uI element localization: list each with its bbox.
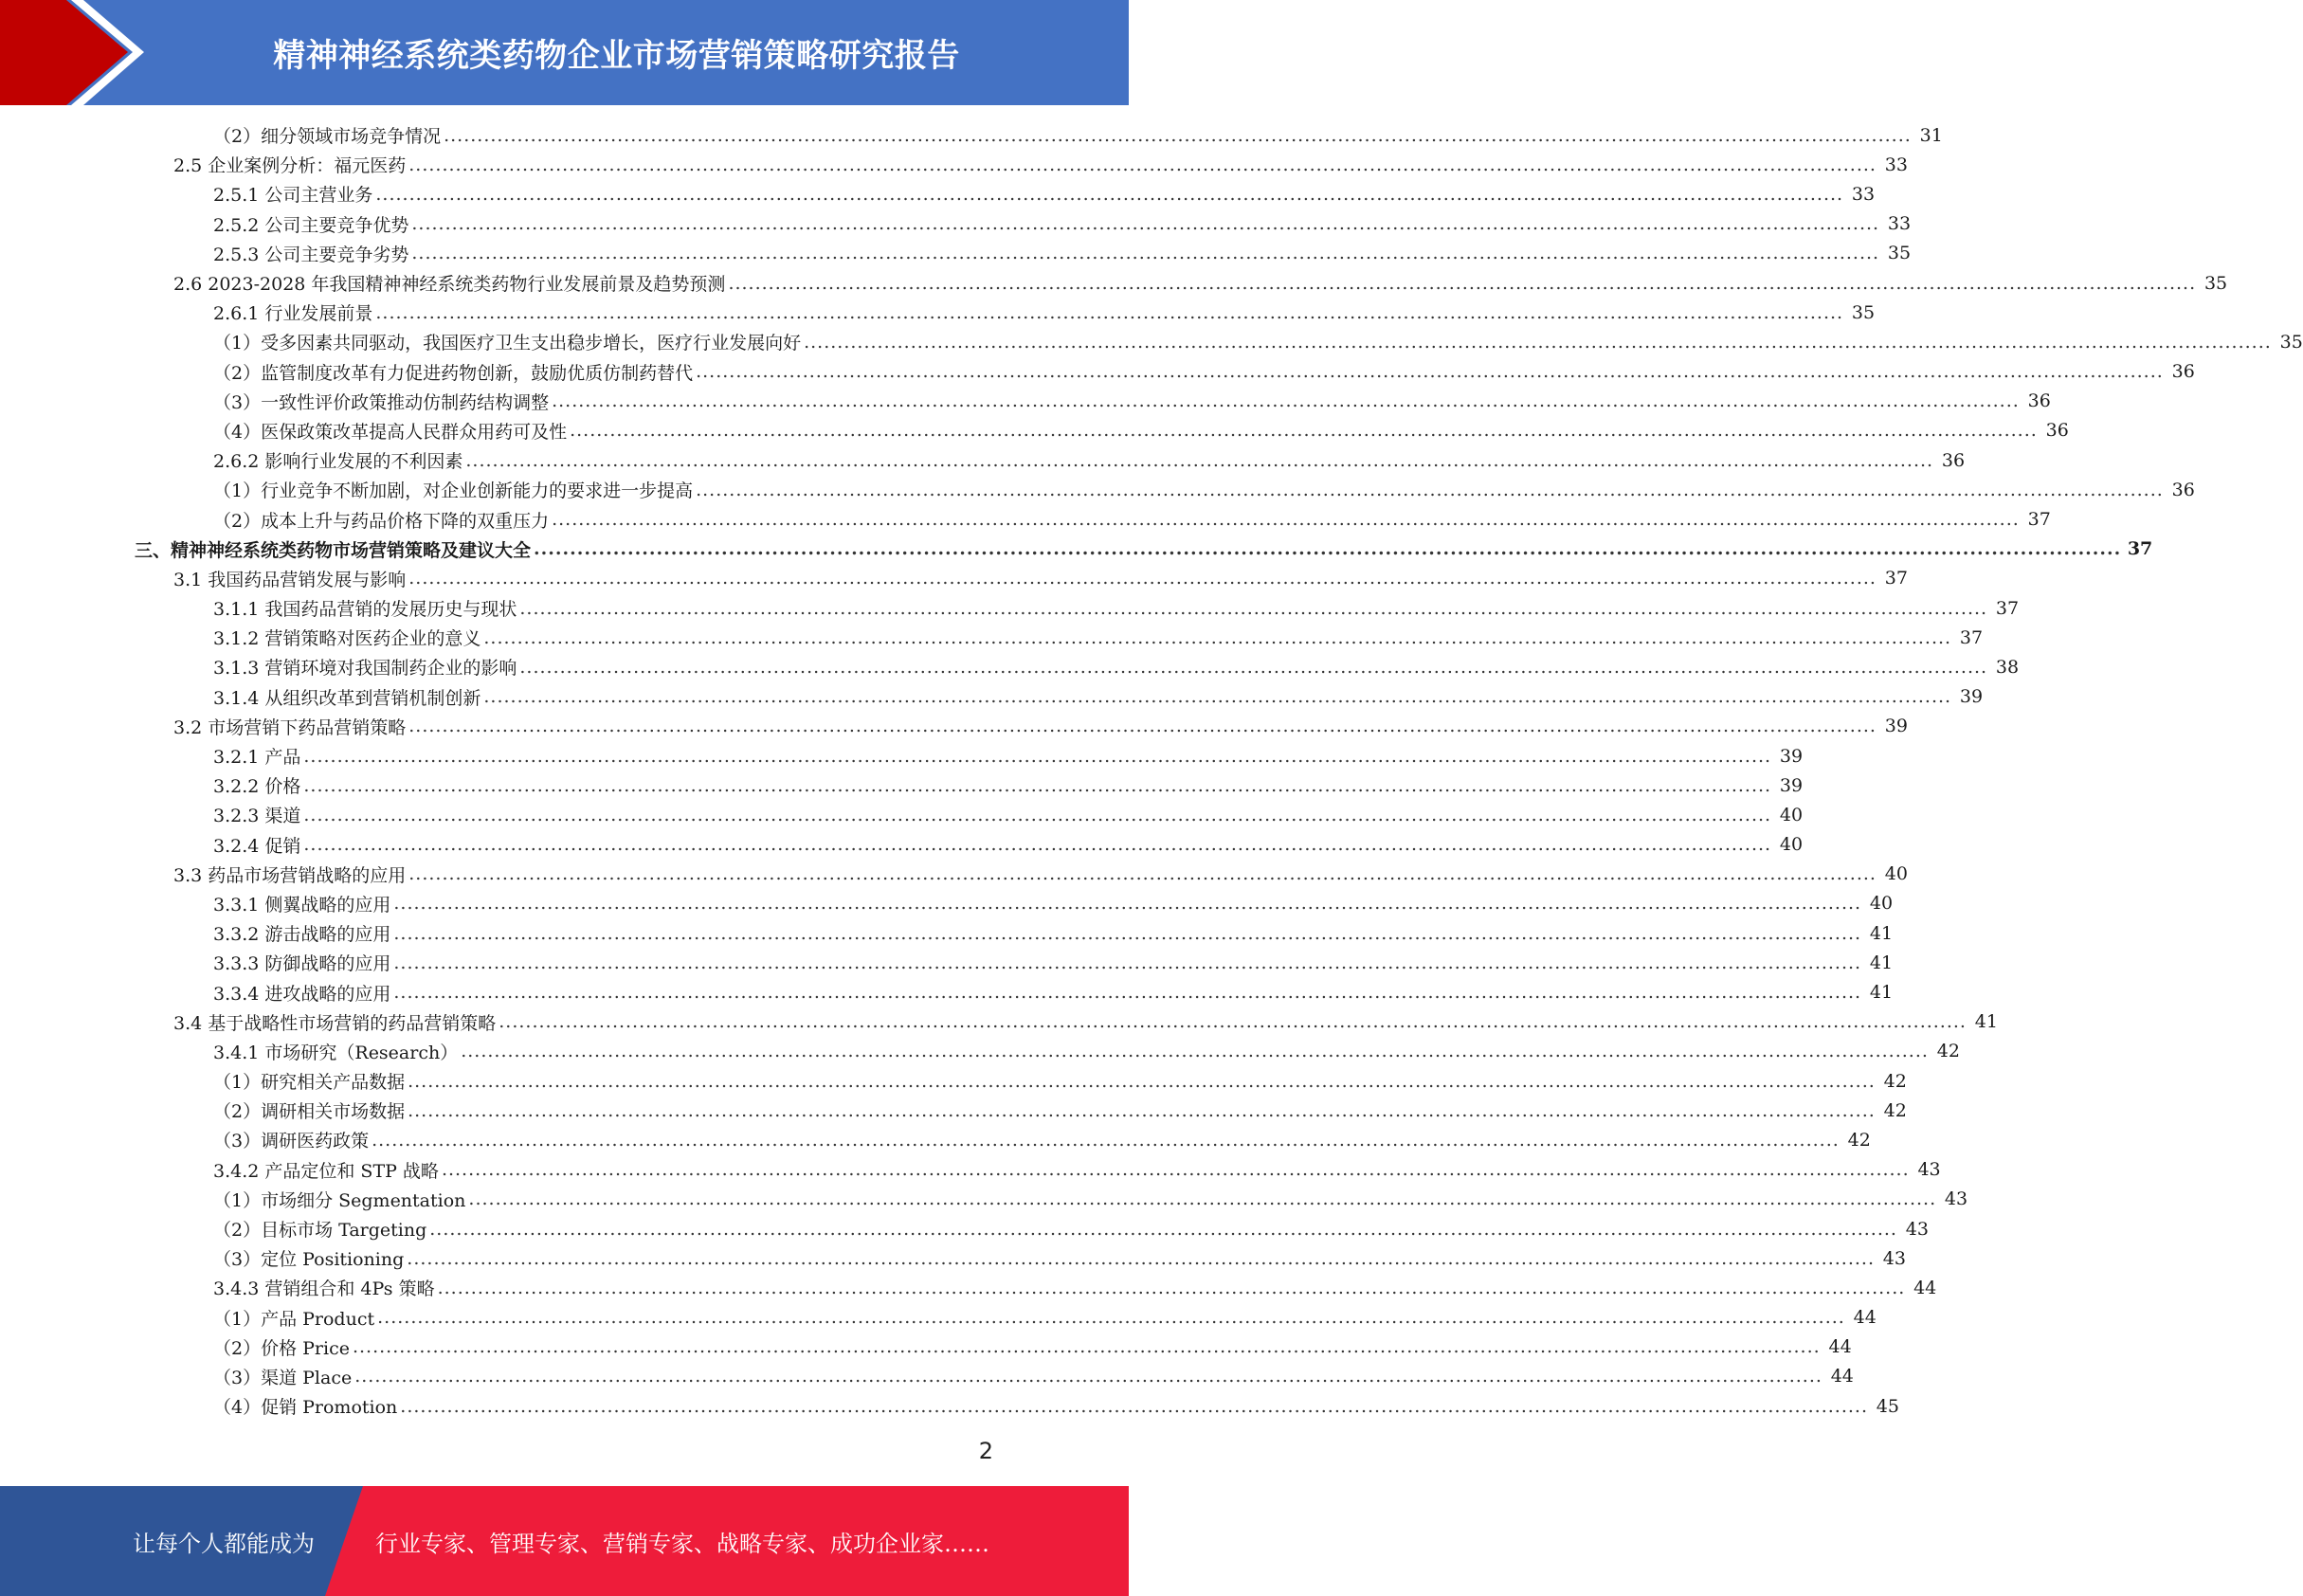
- toc-entry[interactable]: [0, 741, 1804, 771]
- toc-entry-page: 40: [1779, 834, 1804, 856]
- toc-leader-dots: ............................................................................................................................................................................................................................: [400, 1395, 1868, 1417]
- toc-leader-dots: ............................................................................................................................................................................................................................: [408, 568, 1877, 589]
- toc-entry-page: 41: [1869, 982, 1894, 1004]
- toc-leader-dots: ............................................................................................................................................................................................................................: [408, 716, 1877, 737]
- toc-leader-dots: ............................................................................................................................................................................................................................: [534, 538, 2122, 560]
- toc-entry-page: 43: [1917, 1159, 1941, 1181]
- toc-entry-title: （2）成本上升与药品价格下降的双重压力: [213, 510, 550, 532]
- toc-entry-title: 三、精神神经系统类药物市场营销策略及建议大全: [135, 539, 532, 561]
- toc-leader-dots: ............................................................................................................................................................................................................................: [408, 863, 1877, 885]
- toc-entry[interactable]: [0, 652, 2020, 681]
- toc-leader-dots: ............................................................................................................................................................................................................................: [519, 597, 1988, 619]
- toc-leader-dots: ............................................................................................................................................................................................................................: [408, 1070, 1876, 1092]
- toc-entry-title: 3.2.4 促销: [213, 835, 301, 857]
- toc-entry[interactable]: [0, 1243, 1906, 1273]
- toc-entry[interactable]: [0, 977, 1894, 1007]
- toc-entry-title: 2.6.2 影响行业发展的不利因素: [213, 451, 463, 473]
- toc-leader-dots: ............................................................................................................................................................................................................................: [375, 183, 1844, 205]
- toc-entry-title: （2）细分领域市场竞争情况: [213, 126, 442, 148]
- toc-entry-title: 3.3.4 进攻战略的应用: [213, 983, 391, 1005]
- toc-entry-title: （4）促销 Promotion: [213, 1397, 398, 1419]
- toc-leader-dots: ............................................................................................................................................................................................................................: [468, 1188, 1937, 1210]
- toc-entry-page: 42: [1936, 1041, 1960, 1062]
- toc-entry-title: （1）产品 Product: [213, 1308, 375, 1330]
- toc-entry-page: 37: [2127, 538, 2153, 560]
- toc-leader-dots: ............................................................................................................................................................................................................................: [393, 922, 1862, 944]
- toc-entry[interactable]: [0, 239, 1912, 268]
- toc-entry[interactable]: [0, 1155, 1941, 1185]
- toc-leader-dots: ............................................................................................................................................................................................................................: [429, 1218, 1897, 1240]
- toc-entry[interactable]: [0, 298, 1876, 327]
- toc-entry-title: 3.4.2 产品定位和 STP 战略: [213, 1160, 439, 1182]
- header-band: [0, 0, 1129, 105]
- toc-entry-page: 43: [1944, 1188, 1968, 1210]
- footer-band: [0, 1486, 1129, 1596]
- toc-leader-dots: ............................................................................................................................................................................................................................: [696, 361, 2164, 383]
- toc-entry-page: 41: [1869, 922, 1894, 944]
- toc-entry-title: 3.4 基于战略性市场营销的药品营销策略: [173, 1012, 497, 1034]
- toc-leader-dots: ............................................................................................................................................................................................................................: [483, 686, 1952, 708]
- toc-entry-title: 3.1.4 从组织改革到营销机制创新: [213, 687, 481, 709]
- toc-entry[interactable]: [0, 564, 1908, 593]
- toc-entry[interactable]: [0, 593, 2020, 623]
- toc-entry-page: 38: [1995, 656, 2020, 678]
- toc-entry[interactable]: [0, 860, 1908, 889]
- toc-entry-page: 35: [1887, 243, 1912, 264]
- toc-entry[interactable]: [0, 682, 1984, 712]
- toc-entry[interactable]: [0, 416, 2069, 445]
- toc-entry-page: 44: [1913, 1277, 1937, 1298]
- toc-entry-page: 41: [1974, 1011, 1998, 1033]
- toc-entry[interactable]: [0, 771, 1804, 800]
- toc-leader-dots: ............................................................................................................................................................................................................................: [303, 804, 1772, 825]
- toc-leader-dots: ............................................................................................................................................................................................................................: [303, 834, 1772, 856]
- toc-entry-page: 40: [1884, 863, 1908, 885]
- toc-entry-page: 39: [1884, 716, 1908, 737]
- toc-entry[interactable]: [0, 1125, 1871, 1154]
- toc-entry-title: （4）医保政策改革提高人民群众用药可及性: [213, 421, 568, 443]
- toc-entry[interactable]: [0, 1037, 1960, 1066]
- toc-entry[interactable]: [0, 1273, 1937, 1302]
- toc-entry-title: 3.1.2 营销策略对医药企业的意义: [213, 628, 481, 650]
- toc-entry[interactable]: [0, 504, 2051, 534]
- toc-entry-page: 42: [1883, 1070, 1907, 1092]
- toc-leader-dots: ............................................................................................................................................................................................................................: [408, 154, 1877, 175]
- page-number: 2: [978, 1438, 993, 1464]
- toc-leader-dots: ............................................................................................................................................................................................................................: [437, 1277, 1906, 1298]
- toc-leader-dots: ............................................................................................................................................................................................................................: [696, 479, 2164, 500]
- toc-leader-dots: ............................................................................................................................................................................................................................: [393, 952, 1862, 973]
- toc-entry[interactable]: [0, 948, 1894, 977]
- toc-entry-page: 33: [1851, 183, 1876, 205]
- toc-entry-title: 2.5.3 公司主要竞争劣势: [213, 244, 409, 265]
- toc-entry-page: 37: [2027, 509, 2051, 531]
- toc-entry-title: 3.2.1 产品: [213, 747, 301, 769]
- toc-entry-title: 3.3.1 侧翼战略的应用: [213, 894, 391, 916]
- toc-entry-title: （1）研究相关产品数据: [213, 1072, 406, 1094]
- toc-entry-title: （1）市场细分 Segmentation: [213, 1189, 466, 1211]
- toc-entry[interactable]: [0, 357, 2195, 387]
- toc-leader-dots: ............................................................................................................................................................................................................................: [461, 1041, 1929, 1062]
- toc-entry-page: 37: [1959, 626, 1984, 648]
- toc-entry-page: 43: [1905, 1218, 1929, 1240]
- toc-entry-title: 3.4.1 市场研究（Research）: [213, 1042, 459, 1063]
- toc-entry-page: 37: [1995, 597, 2020, 619]
- toc-leader-dots: ............................................................................................................................................................................................................................: [552, 390, 2020, 412]
- toc-entry-page: 37: [1884, 568, 1908, 589]
- toc-entry-page: 41: [1869, 952, 1894, 973]
- toc-entry[interactable]: [0, 1362, 1854, 1391]
- toc-entry[interactable]: [0, 623, 1984, 652]
- toc-entry-title: （3）一致性评价政策推动仿制药结构调整: [213, 391, 550, 413]
- toc-entry[interactable]: [0, 445, 1966, 475]
- toc-entry[interactable]: [0, 1391, 1899, 1421]
- toc-entry-title: （2）价格 Price: [213, 1337, 350, 1359]
- footer-slogan-right: 行业专家、管理专家、营销专家、战略专家、成功企业家……: [375, 1530, 989, 1557]
- toc-leader-dots: ............................................................................................................................................................................................................................: [728, 272, 2197, 294]
- toc-entry[interactable]: [0, 1096, 1907, 1125]
- toc-entry-title: 3.4.3 营销组合和 4Ps 策略: [213, 1279, 435, 1300]
- toc-entry-page: 44: [1830, 1366, 1854, 1387]
- toc-entry-page: 35: [2279, 331, 2303, 353]
- toc-entry[interactable]: [0, 268, 2228, 298]
- toc-entry-page: 39: [1779, 745, 1804, 767]
- toc-entry-page: 31: [1919, 124, 1943, 146]
- toc-entry-title: （2）目标市场 Targeting: [213, 1220, 427, 1242]
- toc-entry-title: 2.6.1 行业发展前景: [213, 303, 373, 325]
- toc-entry[interactable]: [0, 475, 2195, 504]
- toc-leader-dots: ............................................................................................................................................................................................................................: [411, 213, 1880, 235]
- toc-entry-page: 36: [2045, 420, 2069, 442]
- toc-entry-title: （3）定位 Positioning: [213, 1249, 405, 1271]
- toc-entry-title: 2.5.2 公司主要竞争优势: [213, 214, 409, 236]
- toc-entry-title: 2.5.1 公司主营业务: [213, 185, 373, 207]
- toc-entry-page: 40: [1869, 893, 1894, 915]
- toc-entry-title: （3）调研医药政策: [213, 1131, 370, 1152]
- toc-entry-title: （3）渠道 Place: [213, 1367, 353, 1388]
- toc-leader-dots: ............................................................................................................................................................................................................................: [377, 1307, 1845, 1329]
- toc-leader-dots: ............................................................................................................................................................................................................................: [303, 774, 1772, 796]
- toc-entry-title: 3.3.2 游击战略的应用: [213, 924, 391, 946]
- toc-entry-title: （2）监管制度改革有力促进药物创新，鼓励优质仿制药替代: [213, 362, 694, 384]
- toc-entry[interactable]: [0, 209, 1912, 239]
- toc-entry-title: 3.2.2 价格: [213, 776, 301, 798]
- toc-entry[interactable]: [0, 1007, 1998, 1037]
- toc-entry[interactable]: [0, 1303, 1877, 1333]
- toc-entry[interactable]: [0, 1333, 1852, 1362]
- toc-entry-title: （2）调研相关市场数据: [213, 1101, 406, 1123]
- toc-entry-title: （1）受多因素共同驱动，我国医疗卫生支出稳步增长，医疗行业发展向好: [213, 333, 802, 354]
- toc-leader-dots: ............................................................................................................................................................................................................................: [407, 1247, 1875, 1269]
- toc-entry-page: 35: [1851, 301, 1876, 323]
- toc-entry[interactable]: [0, 1214, 1929, 1243]
- toc-leader-dots: ............................................................................................................................................................................................................................: [465, 449, 1934, 471]
- toc-entry-page: 39: [1959, 686, 1984, 708]
- toc-entry[interactable]: [0, 120, 1943, 150]
- toc-entry-page: 35: [2203, 272, 2228, 294]
- table-of-contents: [0, 120, 2303, 1421]
- toc-entry-title: 3.1 我国药品营销发展与影响: [173, 569, 407, 590]
- toc-entry-page: 33: [1884, 154, 1908, 175]
- header-arrow-icon: [0, 0, 152, 105]
- toc-leader-dots: ............................................................................................................................................................................................................................: [393, 982, 1862, 1004]
- footer-slogan-left: 让每个人都能成为: [133, 1530, 315, 1557]
- toc-entry[interactable]: [0, 1185, 1968, 1214]
- toc-entry-title: 3.3 药品市场营销战略的应用: [173, 864, 407, 886]
- toc-leader-dots: ............................................................................................................................................................................................................................: [352, 1336, 1821, 1358]
- toc-entry[interactable]: [0, 889, 1894, 918]
- toc-entry-page: 36: [1941, 449, 1966, 471]
- toc-leader-dots: ............................................................................................................................................................................................................................: [408, 1099, 1876, 1121]
- toc-leader-dots: ............................................................................................................................................................................................................................: [441, 1159, 1910, 1181]
- report-title: 精神神经系统类药物企业市场营销策略研究报告: [273, 37, 960, 75]
- toc-entry[interactable]: [0, 800, 1804, 829]
- toc-leader-dots: ............................................................................................................................................................................................................................: [444, 124, 1912, 146]
- toc-leader-dots: ............................................................................................................................................................................................................................: [483, 626, 1952, 648]
- toc-entry-page: 36: [2171, 361, 2195, 383]
- toc-leader-dots: ............................................................................................................................................................................................................................: [804, 331, 2272, 353]
- toc-entry-title: 2.5 企业案例分析：福元医药: [173, 155, 407, 177]
- toc-leader-dots: ............................................................................................................................................................................................................................: [372, 1129, 1840, 1151]
- toc-entry-page: 40: [1779, 804, 1804, 825]
- toc-entry-page: 39: [1779, 774, 1804, 796]
- toc-entry-title: 3.1.3 营销环境对我国制药企业的影响: [213, 658, 517, 680]
- toc-entry[interactable]: [0, 327, 2303, 356]
- toc-entry-page: 45: [1876, 1395, 1899, 1417]
- toc-entry-title: 3.1.1 我国药品营销的发展历史与现状: [213, 599, 517, 621]
- toc-entry-title: 3.2 市场营销下药品营销策略: [173, 716, 407, 738]
- toc-entry-title: 2.6 2023-2028 年我国精神神经系统类药物行业发展前景及趋势预测: [173, 274, 726, 296]
- toc-entry-page: 36: [2027, 390, 2051, 412]
- toc-entry[interactable]: [0, 830, 1804, 860]
- toc-entry-page: 42: [1847, 1129, 1871, 1151]
- toc-entry[interactable]: [0, 179, 1876, 209]
- toc-leader-dots: ............................................................................................................................................................................................................................: [519, 656, 1988, 678]
- toc-entry[interactable]: [0, 1066, 1907, 1096]
- toc-entry[interactable]: [0, 387, 2051, 416]
- toc-entry-page: 36: [2171, 479, 2195, 500]
- toc-entry-page: 44: [1828, 1336, 1852, 1358]
- toc-entry-page: 43: [1882, 1247, 1906, 1269]
- toc-entry[interactable]: [0, 535, 2153, 564]
- toc-entry-page: 42: [1883, 1099, 1907, 1121]
- toc-leader-dots: ............................................................................................................................................................................................................................: [499, 1011, 1967, 1033]
- toc-leader-dots: ............................................................................................................................................................................................................................: [354, 1366, 1822, 1387]
- toc-leader-dots: ............................................................................................................................................................................................................................: [375, 301, 1844, 323]
- toc-entry-title: 3.2.3 渠道: [213, 806, 301, 827]
- toc-leader-dots: ............................................................................................................................................................................................................................: [303, 745, 1772, 767]
- toc-entry-page: 33: [1887, 213, 1912, 235]
- toc-entry[interactable]: [0, 918, 1894, 948]
- toc-leader-dots: ............................................................................................................................................................................................................................: [570, 420, 2038, 442]
- toc-entry-title: （1）行业竞争不断加剧，对企业创新能力的要求进一步提高: [213, 481, 694, 502]
- toc-entry[interactable]: [0, 712, 1908, 741]
- toc-leader-dots: ............................................................................................................................................................................................................................: [552, 509, 2020, 531]
- toc-entry[interactable]: [0, 150, 1908, 179]
- toc-leader-dots: ............................................................................................................................................................................................................................: [411, 243, 1880, 264]
- toc-leader-dots: ............................................................................................................................................................................................................................: [393, 893, 1862, 915]
- toc-entry-title: 3.3.3 防御战略的应用: [213, 953, 391, 975]
- toc-entry-page: 44: [1853, 1307, 1877, 1329]
